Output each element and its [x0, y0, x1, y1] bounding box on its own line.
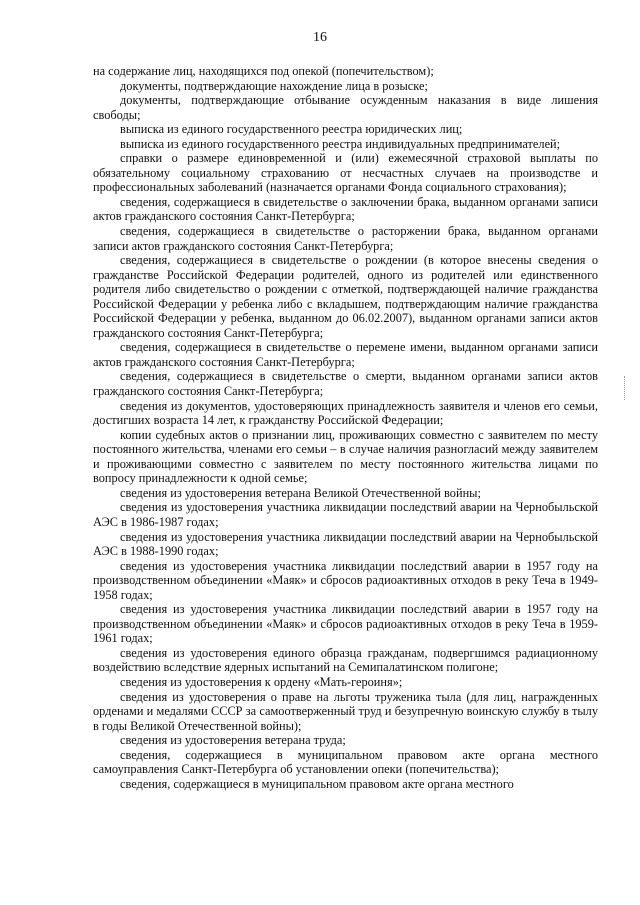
document-body [93, 64, 598, 791]
paragraph: сведения из удостоверения ветерана Великой Отечественной войны; [120, 485, 481, 500]
paragraph: сведения, содержащиеся в муниципальном правовом акте органа местного самоуправления Санкт-Петербурга об установлении опеки (попечительства); [93, 747, 598, 777]
paragraph: сведения из удостоверения участника ликвидации последствий аварии в 1957 году на производственном объединении «Маяк» и сбросов радиоактивных отходов в реку Теча в 1949-1958 годах; [93, 558, 598, 602]
paragraph: сведения из удостоверения участника ликвидации последствий аварии на Чернобыльской АЭС в 1986-1987 годах; [93, 500, 598, 529]
paragraph: сведения из удостоверения о праве на льготы труженика тыла (для лиц, награжденных орденами и медалями СССР за самоотверженный труд и безупречную воинскую службу в тылу в годы Великой Отечественной войны); [93, 689, 598, 733]
paragraph: копии судебных актов о признании лиц, проживающих совместно с заявителем по месту постоянного жительства, членами его семьи – в случае наличия разногласий между заявителем и проживающими совместно с заявителем по месту постоянного жительства лицами по вопросу принадлежности к одной семье; [93, 427, 598, 486]
paragraph: на содержание лиц, находящихся под опекой (попечительством); [93, 64, 434, 78]
paragraph: документы, подтверждающие нахождение лица в розыске; [120, 78, 428, 93]
paragraph: сведения, содержащиеся в свидетельстве о рождении (в которое внесены сведения о гражданстве Российской Федерации родителей, одного из родителей или единственного родителя либо свидетельство о рождении с отметкой, подтверждающей наличие гражданства Российской Федерации у ребенка либо с вкладышем, подтверждающим наличие гражданства Российской Федерации у ребенка, выданном до 06.02.2007), выданном органами записи актов гражданского состояния Санкт-Петербурга; [93, 253, 598, 340]
paragraph: сведения, содержащиеся в свидетельстве о заключении брака, выданном органами записи актов гражданского состояния Санкт-Петербурга; [93, 194, 598, 224]
page-number: 16 [313, 30, 327, 45]
scan-edge-mark [624, 376, 627, 400]
paragraph: выписка из единого государственного реестра юридических лиц; [120, 122, 463, 137]
paragraph: сведения, содержащиеся в муниципальном правовом акте органа местного [120, 776, 514, 791]
paragraph: документы, подтверждающие отбывание осужденным наказания в виде лишения свободы; [93, 93, 598, 122]
paragraph: сведения из удостоверения участника ликвидации последствий аварии на Чернобыльской АЭС в 1988-1990 годах; [93, 529, 598, 559]
paragraph: сведения из удостоверения к ордену «Мать-героиня»; [120, 674, 403, 689]
paragraph: сведения из удостоверения ветерана труда; [120, 733, 346, 748]
paragraph: сведения из документов, удостоверяющих принадлежность заявителя и членов его семьи, достигших возраста 14 лет, к гражданству Российской Федерации; [93, 398, 598, 428]
paragraph: справки о размере единовременной и (или) ежемесячной страховой выплаты по обязательному социальному страхованию от несчастных случаев на производстве и профессиональных заболеваний (назначается органами Фонда социального страхования); [93, 151, 598, 195]
paragraph: сведения из удостоверения единого образца гражданам, подвергшимся радиационному воздействию вследствие ядерных испытаний на Семипалатинском полигоне; [93, 645, 598, 675]
paragraph: сведения, содержащиеся в свидетельстве о смерти, выданном органами записи актов гражданского состояния Санкт-Петербурга; [93, 369, 598, 399]
paragraph: выписка из единого государственного реестра индивидуальных предпринимателей; [120, 136, 561, 151]
paragraph: сведения, содержащиеся в свидетельстве о расторжении брака, выданном органами записи актов гражданского состояния Санкт-Петербурга; [93, 224, 598, 253]
paragraph: сведения из удостоверения участника ликвидации последствий аварии в 1957 году на производственном объединении «Маяк» и сбросов радиоактивных отходов в реку Теча в 1959-1961 годах; [93, 602, 598, 646]
paragraph: сведения, содержащиеся в свидетельстве о перемене имени, выданном органами записи актов гражданского состояния Санкт-Петербурга; [93, 340, 598, 369]
